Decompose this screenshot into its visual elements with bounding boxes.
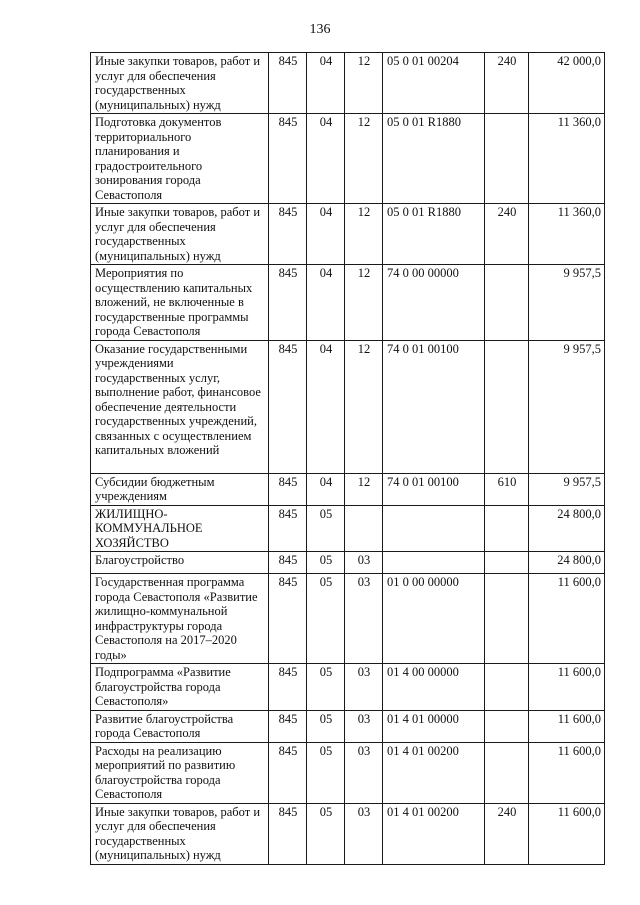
row-sum-cell: 11 600,0 [529, 803, 605, 864]
row-sum-cell: 11 600,0 [529, 574, 605, 664]
row-subsection-cell: 03 [345, 574, 383, 664]
row-code-cell: 845 [269, 552, 307, 574]
row-type-cell [485, 505, 529, 552]
table-row [91, 204, 605, 265]
row-article-cell: 05 0 01 00204 [383, 53, 485, 114]
row-type-cell: 240 [485, 204, 529, 265]
table-body [91, 53, 605, 865]
row-sum-cell: 11 360,0 [529, 114, 605, 204]
row-subsection-cell: 12 [345, 53, 383, 114]
table-row [91, 265, 605, 341]
row-name-cell: Подпрограмма «Развитие благоустройства города Севастополя» [91, 664, 269, 711]
row-sum-cell: 42 000,0 [529, 53, 605, 114]
table-row [91, 574, 605, 664]
row-article-cell: 05 0 01 R1880 [383, 114, 485, 204]
row-type-cell [485, 710, 529, 742]
table-row [91, 505, 605, 552]
table-row [91, 552, 605, 574]
row-subsection-cell: 12 [345, 265, 383, 341]
row-article-cell: 01 4 01 00200 [383, 742, 485, 803]
row-name-cell: Подготовка документов территориального планирования и градостроительного зонирования города Севастополя [91, 114, 269, 204]
table-row [91, 114, 605, 204]
row-code-cell: 845 [269, 710, 307, 742]
table-row [91, 742, 605, 803]
table-row [91, 664, 605, 711]
row-article-cell [383, 505, 485, 552]
row-name-cell: Благоустройство [91, 552, 269, 574]
row-code-cell: 845 [269, 505, 307, 552]
row-subsection-cell: 03 [345, 803, 383, 864]
row-code-cell: 845 [269, 114, 307, 204]
row-name-cell: Оказание государственными учреждениями государственных услуг, выполнение работ, финансовое обеспечение деятельности государственных учреждений, связанных с осуществлением капитальных вложений [91, 340, 269, 473]
row-section-cell: 04 [307, 53, 345, 114]
row-code-cell: 845 [269, 574, 307, 664]
row-article-cell: 74 0 00 00000 [383, 265, 485, 341]
row-code-cell: 845 [269, 204, 307, 265]
row-section-cell: 04 [307, 204, 345, 265]
row-type-cell [485, 664, 529, 711]
row-name-cell: Расходы на реализацию мероприятий по развитию благоустройства города Севастополя [91, 742, 269, 803]
row-section-cell: 05 [307, 710, 345, 742]
row-type-cell [485, 742, 529, 803]
row-article-cell [383, 552, 485, 574]
row-sum-cell: 24 800,0 [529, 505, 605, 552]
row-article-cell: 01 4 01 00000 [383, 710, 485, 742]
row-section-cell: 05 [307, 505, 345, 552]
row-sum-cell: 11 360,0 [529, 204, 605, 265]
row-section-cell: 05 [307, 742, 345, 803]
row-name-cell: Государственная программа города Севастополя «Развитие жилищно-коммунальной инфраструктуры города Севастополя на 2017–2020 годы» [91, 574, 269, 664]
row-code-cell: 845 [269, 742, 307, 803]
row-name-cell: Иные закупки товаров, работ и услуг для обеспечения государственных (муниципальных) нужд [91, 204, 269, 265]
row-section-cell: 04 [307, 340, 345, 473]
row-name-cell: Развитие благоустройства города Севастополя [91, 710, 269, 742]
row-section-cell: 05 [307, 574, 345, 664]
row-sum-cell: 11 600,0 [529, 742, 605, 803]
budget-table [90, 52, 605, 865]
row-subsection-cell: 12 [345, 340, 383, 473]
row-sum-cell: 9 957,5 [529, 473, 605, 505]
row-article-cell: 74 0 01 00100 [383, 340, 485, 473]
row-type-cell [485, 552, 529, 574]
row-code-cell: 845 [269, 664, 307, 711]
row-name-cell: Иные закупки товаров, работ и услуг для обеспечения государственных (муниципальных) нужд [91, 53, 269, 114]
row-subsection-cell: 12 [345, 473, 383, 505]
row-type-cell: 240 [485, 53, 529, 114]
row-name-cell: Иные закупки товаров, работ и услуг для обеспечения государственных (муниципальных) нужд [91, 803, 269, 864]
row-name-cell: Субсидии бюджетным учреждениям [91, 473, 269, 505]
row-section-cell: 04 [307, 114, 345, 204]
row-article-cell: 01 4 00 00000 [383, 664, 485, 711]
row-subsection-cell: 03 [345, 742, 383, 803]
row-code-cell: 845 [269, 53, 307, 114]
row-subsection-cell [345, 505, 383, 552]
table-row [91, 803, 605, 864]
row-sum-cell: 24 800,0 [529, 552, 605, 574]
row-type-cell: 610 [485, 473, 529, 505]
row-code-cell: 845 [269, 473, 307, 505]
table-row [91, 710, 605, 742]
page-number: 136 [309, 22, 331, 37]
table-row [91, 53, 605, 114]
table-row [91, 473, 605, 505]
row-type-cell [485, 114, 529, 204]
row-type-cell [485, 574, 529, 664]
table-row [91, 340, 605, 473]
row-code-cell: 845 [269, 265, 307, 341]
row-subsection-cell: 03 [345, 710, 383, 742]
row-subsection-cell: 03 [345, 664, 383, 711]
row-subsection-cell: 12 [345, 114, 383, 204]
row-type-cell: 240 [485, 803, 529, 864]
row-article-cell: 01 4 01 00200 [383, 803, 485, 864]
row-section-cell: 05 [307, 664, 345, 711]
row-name-cell: Мероприятия по осуществлению капитальных вложений, не включенные в государственные программы города Севастополя [91, 265, 269, 341]
row-name-cell: ЖИЛИЩНО-КОММУНАЛЬНОЕ ХОЗЯЙСТВО [91, 505, 269, 552]
row-code-cell: 845 [269, 340, 307, 473]
row-article-cell: 74 0 01 00100 [383, 473, 485, 505]
row-sum-cell: 11 600,0 [529, 664, 605, 711]
row-sum-cell: 9 957,5 [529, 340, 605, 473]
row-section-cell: 04 [307, 265, 345, 341]
row-subsection-cell: 12 [345, 204, 383, 265]
row-section-cell: 04 [307, 473, 345, 505]
row-sum-cell: 11 600,0 [529, 710, 605, 742]
row-article-cell: 01 0 00 00000 [383, 574, 485, 664]
row-article-cell: 05 0 01 R1880 [383, 204, 485, 265]
row-subsection-cell: 03 [345, 552, 383, 574]
row-type-cell [485, 340, 529, 473]
row-code-cell: 845 [269, 803, 307, 864]
row-sum-cell: 9 957,5 [529, 265, 605, 341]
row-section-cell: 05 [307, 803, 345, 864]
row-type-cell [485, 265, 529, 341]
row-section-cell: 05 [307, 552, 345, 574]
